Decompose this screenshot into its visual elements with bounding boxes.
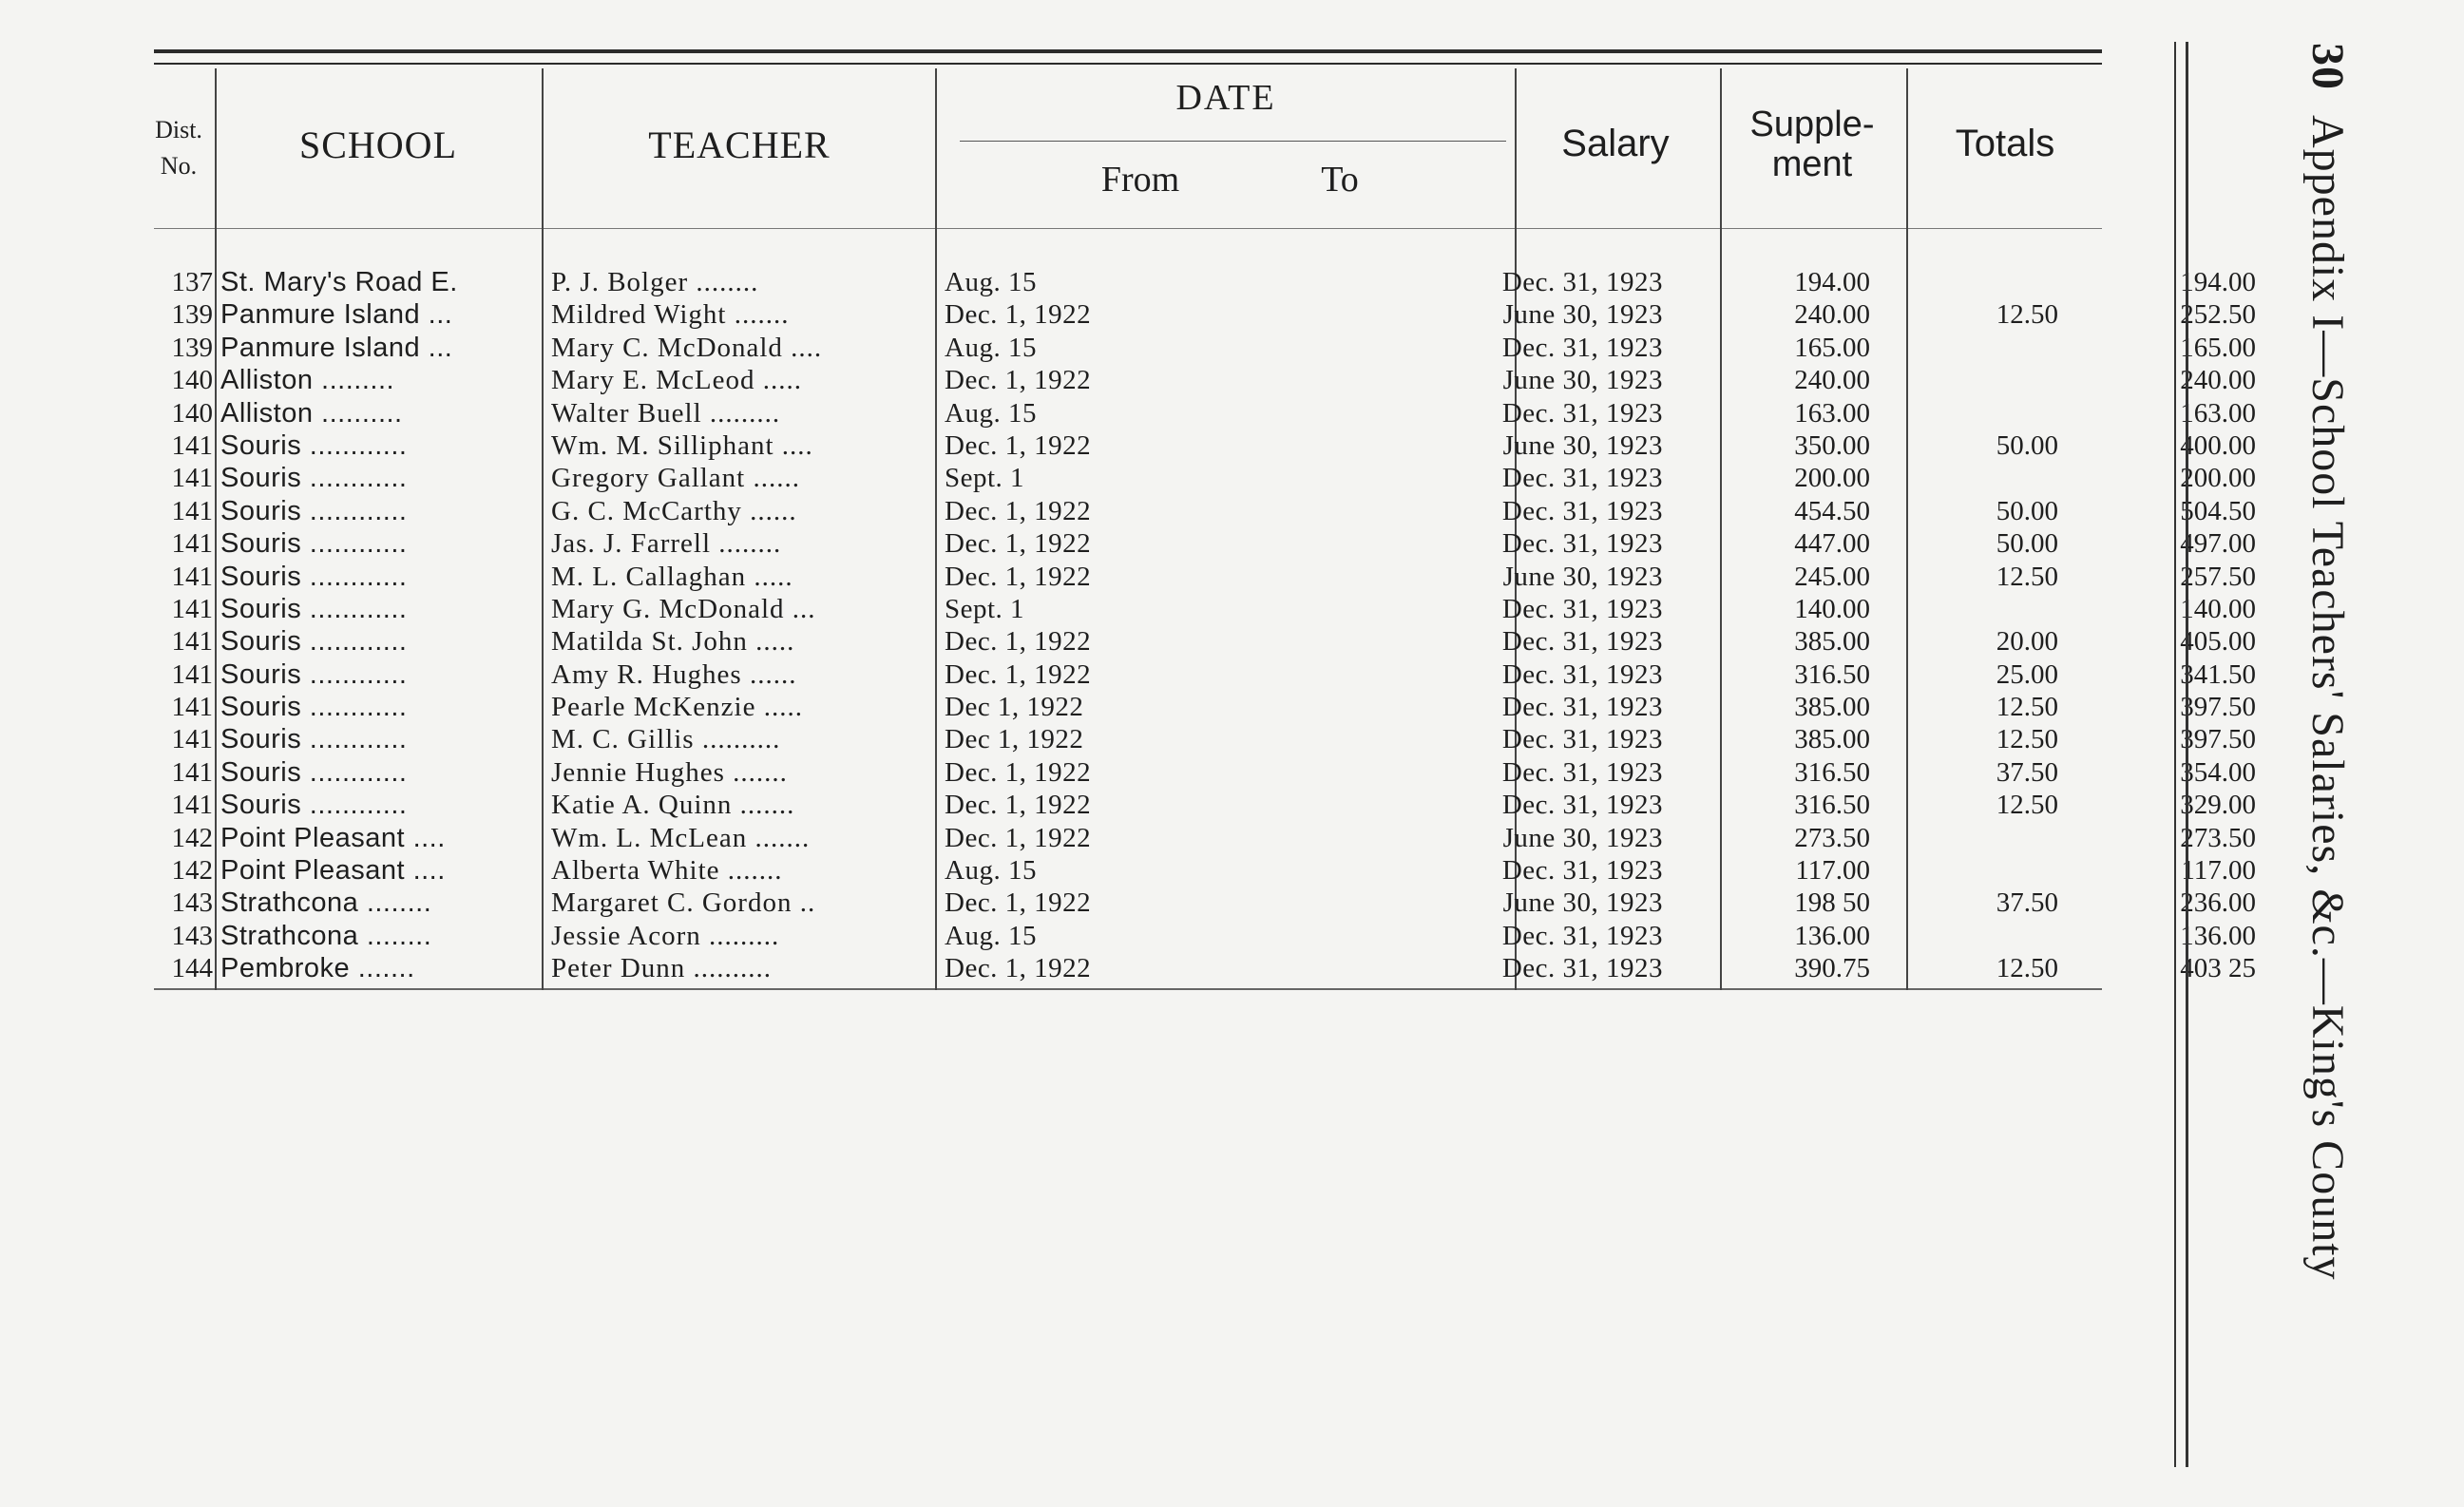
header-supplement-line2: ment	[1771, 144, 1853, 184]
top-double-rule	[154, 49, 2102, 65]
row-date-from: Aug. 15	[945, 920, 1037, 951]
row-dist-no: 141	[171, 528, 213, 560]
row-date-from: Dec. 1, 1922	[945, 561, 1092, 592]
row-dist-no: 141	[171, 495, 213, 526]
row-school: Souris ............	[220, 593, 408, 624]
row-school: Strathcona ........	[220, 920, 432, 951]
row-teacher: M. C. Gillis ..........	[551, 724, 781, 755]
row-total: 341.50	[2180, 658, 2256, 690]
row-date-from: Aug. 15	[945, 267, 1037, 297]
row-teacher: Mildred Wight .......	[551, 299, 790, 331]
row-supplement: 50.00	[1996, 495, 2058, 526]
row-supplement: 12.50	[1996, 561, 2058, 592]
row-teacher: Mary E. McLeod .....	[551, 365, 803, 396]
table-row	[152, 691, 2256, 723]
row-total: 405.00	[2180, 626, 2256, 658]
row-salary: 240.00	[1794, 299, 1870, 331]
row-school: Souris ............	[220, 463, 408, 494]
table-row	[152, 593, 2256, 625]
row-total: 257.50	[2180, 561, 2256, 592]
row-supplement: 37.50	[1996, 887, 2058, 919]
row-supplement: 12.50	[1996, 953, 2058, 984]
row-teacher: Matilda St. John .....	[551, 626, 795, 658]
row-school: Souris ............	[220, 429, 408, 461]
row-date-to: June 30, 1923	[1502, 822, 1663, 853]
header-supplement-line1: Supple-	[1749, 105, 1875, 144]
row-salary: 316.50	[1794, 658, 1870, 690]
row-salary: 447.00	[1794, 528, 1870, 560]
row-date-to: Dec. 31, 1923	[1501, 397, 1663, 429]
row-date-to: Dec. 31, 1923	[1501, 463, 1663, 494]
row-total: 403 25	[2180, 953, 2256, 984]
table-row	[152, 397, 2256, 429]
row-date-from: Aug. 15	[945, 855, 1037, 887]
row-date-from: Sept. 1	[945, 463, 1025, 494]
row-school: Souris ............	[220, 528, 408, 560]
row-supplement: 12.50	[1996, 790, 2058, 821]
row-date-from: Dec. 1, 1922	[945, 626, 1092, 658]
row-date-from: Dec. 1, 1922	[945, 299, 1092, 331]
row-school: Souris ............	[220, 790, 408, 821]
header-from: From	[1100, 160, 1180, 200]
row-salary: 240.00	[1794, 365, 1870, 396]
running-title	[2299, 43, 2356, 1281]
row-teacher: Wm. L. McLean .......	[551, 822, 811, 853]
row-teacher: Jessie Acorn .........	[551, 920, 780, 951]
row-school: Point Pleasant ....	[220, 855, 446, 887]
row-date-to: Dec. 31, 1923	[1501, 692, 1663, 723]
row-date-from: Dec. 1, 1922	[945, 528, 1092, 560]
row-dist-no: 141	[171, 692, 213, 723]
row-salary: 273.50	[1794, 822, 1870, 853]
table-row	[152, 920, 2256, 952]
row-total: 329.00	[2180, 790, 2256, 821]
row-date-from: Dec 1, 1922	[945, 724, 1084, 755]
row-total: 497.00	[2180, 528, 2256, 560]
salary-table-body	[152, 266, 2256, 985]
row-teacher: P. J. Bolger ........	[551, 267, 759, 297]
row-school: Strathcona ........	[220, 887, 432, 919]
header-salary: Salary	[1561, 123, 1670, 164]
table-row	[152, 266, 2256, 298]
row-date-from: Dec. 1, 1922	[945, 822, 1092, 853]
table-row	[152, 822, 2256, 854]
row-teacher: Margaret C. Gordon ..	[551, 887, 816, 919]
row-date-to: Dec. 31, 1923	[1501, 658, 1663, 690]
row-date-from: Aug. 15	[945, 332, 1037, 363]
table-row	[152, 723, 2256, 755]
row-dist-no: 139	[171, 299, 213, 331]
header-date: DATE	[1175, 78, 1276, 118]
table-bottom-rule	[154, 988, 2102, 990]
row-date-to: Dec. 31, 1923	[1501, 495, 1663, 526]
row-teacher: Jas. J. Farrell ........	[551, 528, 782, 560]
table-row	[152, 429, 2256, 462]
row-teacher: Katie A. Quinn .......	[551, 790, 795, 821]
table-row	[152, 887, 2256, 919]
header-school: SCHOOL	[298, 124, 458, 166]
row-school: Souris ............	[220, 561, 408, 592]
row-school: Pembroke .......	[220, 953, 415, 984]
table-row	[152, 952, 2256, 984]
table-row	[152, 495, 2256, 527]
row-teacher: Mary G. McDonald ...	[551, 593, 816, 624]
row-salary: 165.00	[1794, 332, 1870, 363]
row-date-from: Dec. 1, 1922	[945, 429, 1092, 461]
row-school: Souris ............	[220, 692, 408, 723]
row-salary: 198 50	[1794, 887, 1870, 919]
row-total: 140.00	[2180, 593, 2256, 624]
row-date-to: Dec. 31, 1923	[1501, 756, 1663, 788]
side-double-rule	[2174, 42, 2188, 1467]
row-date-from: Dec. 1, 1922	[945, 495, 1092, 526]
row-teacher: Wm. M. Silliphant ....	[551, 429, 813, 461]
row-supplement: 12.50	[1996, 692, 2058, 723]
row-dist-no: 141	[171, 561, 213, 592]
table-row	[152, 332, 2256, 364]
row-total: 165.00	[2180, 332, 2256, 363]
row-salary: 245.00	[1794, 561, 1870, 592]
row-salary: 385.00	[1794, 626, 1870, 658]
row-school: Souris ............	[220, 495, 408, 526]
row-dist-no: 142	[171, 822, 213, 853]
row-teacher: Mary C. McDonald ....	[551, 332, 823, 363]
row-dist-no: 141	[171, 463, 213, 494]
row-school: Alliston ..........	[220, 397, 403, 429]
row-date-to: Dec. 31, 1923	[1501, 267, 1663, 297]
row-total: 504.50	[2180, 495, 2256, 526]
row-salary: 194.00	[1794, 267, 1870, 297]
row-supplement: 50.00	[1996, 528, 2058, 560]
row-school: Panmure Island ...	[220, 299, 453, 331]
row-dist-no: 143	[171, 887, 213, 919]
table-row	[152, 298, 2256, 331]
row-total: 354.00	[2180, 756, 2256, 788]
row-salary: 163.00	[1794, 397, 1870, 429]
row-supplement: 37.50	[1996, 756, 2058, 788]
table-row	[152, 756, 2256, 789]
row-dist-no: 143	[171, 920, 213, 951]
row-date-from: Dec. 1, 1922	[945, 658, 1092, 690]
header-supplement	[1722, 105, 1902, 184]
row-salary: 136.00	[1794, 920, 1870, 951]
row-total: 194.00	[2180, 267, 2256, 297]
row-dist-no: 141	[171, 593, 213, 624]
row-date-to: June 30, 1923	[1502, 887, 1663, 919]
row-teacher: Amy R. Hughes ......	[551, 658, 797, 690]
row-salary: 140.00	[1794, 593, 1870, 624]
row-date-from: Dec. 1, 1922	[945, 790, 1092, 821]
row-teacher: Jennie Hughes .......	[551, 756, 788, 788]
row-supplement: 25.00	[1996, 658, 2058, 690]
row-dist-no: 144	[171, 953, 213, 984]
row-school: Souris ............	[220, 626, 408, 658]
row-total: 397.50	[2180, 724, 2256, 755]
row-teacher: Pearle McKenzie .....	[551, 692, 803, 723]
row-salary: 316.50	[1794, 756, 1870, 788]
row-total: 252.50	[2180, 299, 2256, 331]
row-salary: 385.00	[1794, 724, 1870, 755]
row-date-to: June 30, 1923	[1502, 365, 1663, 396]
row-salary: 350.00	[1794, 429, 1870, 461]
row-date-to: Dec. 31, 1923	[1501, 528, 1663, 560]
row-teacher: Walter Buell .........	[551, 397, 781, 429]
row-date-to: June 30, 1923	[1502, 429, 1663, 461]
row-teacher: Peter Dunn ..........	[551, 953, 773, 984]
row-date-from: Dec. 1, 1922	[945, 365, 1092, 396]
row-salary: 316.50	[1794, 790, 1870, 821]
row-salary: 200.00	[1794, 463, 1870, 494]
row-school: Panmure Island ...	[220, 332, 453, 363]
row-date-to: Dec. 31, 1923	[1501, 953, 1663, 984]
row-salary: 385.00	[1794, 692, 1870, 723]
row-total: 400.00	[2180, 429, 2256, 461]
row-date-to: June 30, 1923	[1502, 561, 1663, 592]
row-school: Souris ............	[220, 756, 408, 788]
row-dist-no: 142	[171, 855, 213, 887]
row-date-to: Dec. 31, 1923	[1501, 920, 1663, 951]
row-school: Souris ............	[220, 658, 408, 690]
row-salary: 454.50	[1794, 495, 1870, 526]
running-title-text: Appendix I—School Teachers' Salaries, &c.—King's County	[2302, 115, 2353, 1281]
row-dist-no: 141	[171, 429, 213, 461]
row-total: 136.00	[2180, 920, 2256, 951]
table-row	[152, 462, 2256, 494]
table-row	[152, 789, 2256, 821]
table-row	[152, 527, 2256, 560]
row-supplement: 12.50	[1996, 724, 2058, 755]
row-dist-no: 137	[171, 267, 213, 297]
row-dist-no: 140	[171, 365, 213, 396]
row-salary: 117.00	[1795, 855, 1870, 887]
row-teacher: G. C. McCarthy ......	[551, 495, 797, 526]
row-date-to: Dec. 31, 1923	[1501, 332, 1663, 363]
row-date-to: Dec. 31, 1923	[1501, 593, 1663, 624]
row-dist-no: 140	[171, 397, 213, 429]
row-total: 240.00	[2180, 365, 2256, 396]
table-row	[152, 658, 2256, 691]
row-dist-no: 141	[171, 626, 213, 658]
row-date-to: Dec. 31, 1923	[1501, 855, 1663, 887]
row-supplement: 12.50	[1996, 299, 2058, 331]
table-row	[152, 854, 2256, 887]
row-dist-no: 141	[171, 658, 213, 690]
header-teacher: TEACHER	[648, 124, 831, 166]
page-number: 30	[2302, 43, 2353, 90]
row-school: St. Mary's Road E.	[220, 267, 458, 297]
row-dist-no: 141	[171, 756, 213, 788]
row-date-to: Dec. 31, 1923	[1501, 626, 1663, 658]
header-dist-no	[150, 112, 207, 184]
table-row	[152, 561, 2256, 593]
table-row	[152, 364, 2256, 396]
row-teacher: Gregory Gallant ......	[551, 463, 800, 494]
row-dist-no: 141	[171, 724, 213, 755]
row-total: 397.50	[2180, 692, 2256, 723]
row-school: Point Pleasant ....	[220, 822, 446, 853]
row-date-from: Dec. 1, 1922	[945, 887, 1092, 919]
row-date-to: Dec. 31, 1923	[1501, 790, 1663, 821]
header-totals: Totals	[1955, 123, 2055, 164]
row-date-to: Dec. 31, 1923	[1501, 724, 1663, 755]
row-total: 236.00	[2180, 887, 2256, 919]
row-date-from: Dec. 1, 1922	[945, 756, 1092, 788]
row-date-from: Sept. 1	[945, 593, 1025, 624]
row-teacher: Alberta White .......	[551, 855, 783, 887]
row-school: Alliston .........	[220, 365, 395, 396]
header-dist-label: Dist.	[155, 116, 202, 143]
row-total: 273.50	[2180, 822, 2256, 853]
row-dist-no: 139	[171, 332, 213, 363]
row-total: 163.00	[2180, 397, 2256, 429]
row-date-to: June 30, 1923	[1502, 299, 1663, 331]
row-date-from: Aug. 15	[945, 397, 1037, 429]
row-school: Souris ............	[220, 724, 408, 755]
date-divider-rule	[960, 141, 1506, 142]
row-dist-no: 141	[171, 790, 213, 821]
table-row	[152, 625, 2256, 658]
header-bottom-rule	[154, 228, 2102, 229]
row-date-from: Dec. 1, 1922	[945, 953, 1092, 984]
row-salary: 390.75	[1794, 953, 1870, 984]
header-to: To	[1321, 160, 1359, 200]
row-total: 200.00	[2180, 463, 2256, 494]
row-total: 117.00	[2181, 855, 2256, 887]
header-no-label: No.	[160, 152, 198, 180]
row-supplement: 20.00	[1996, 626, 2058, 658]
row-supplement: 50.00	[1996, 429, 2058, 461]
row-teacher: M. L. Callaghan .....	[551, 561, 793, 592]
row-date-from: Dec 1, 1922	[945, 692, 1084, 723]
